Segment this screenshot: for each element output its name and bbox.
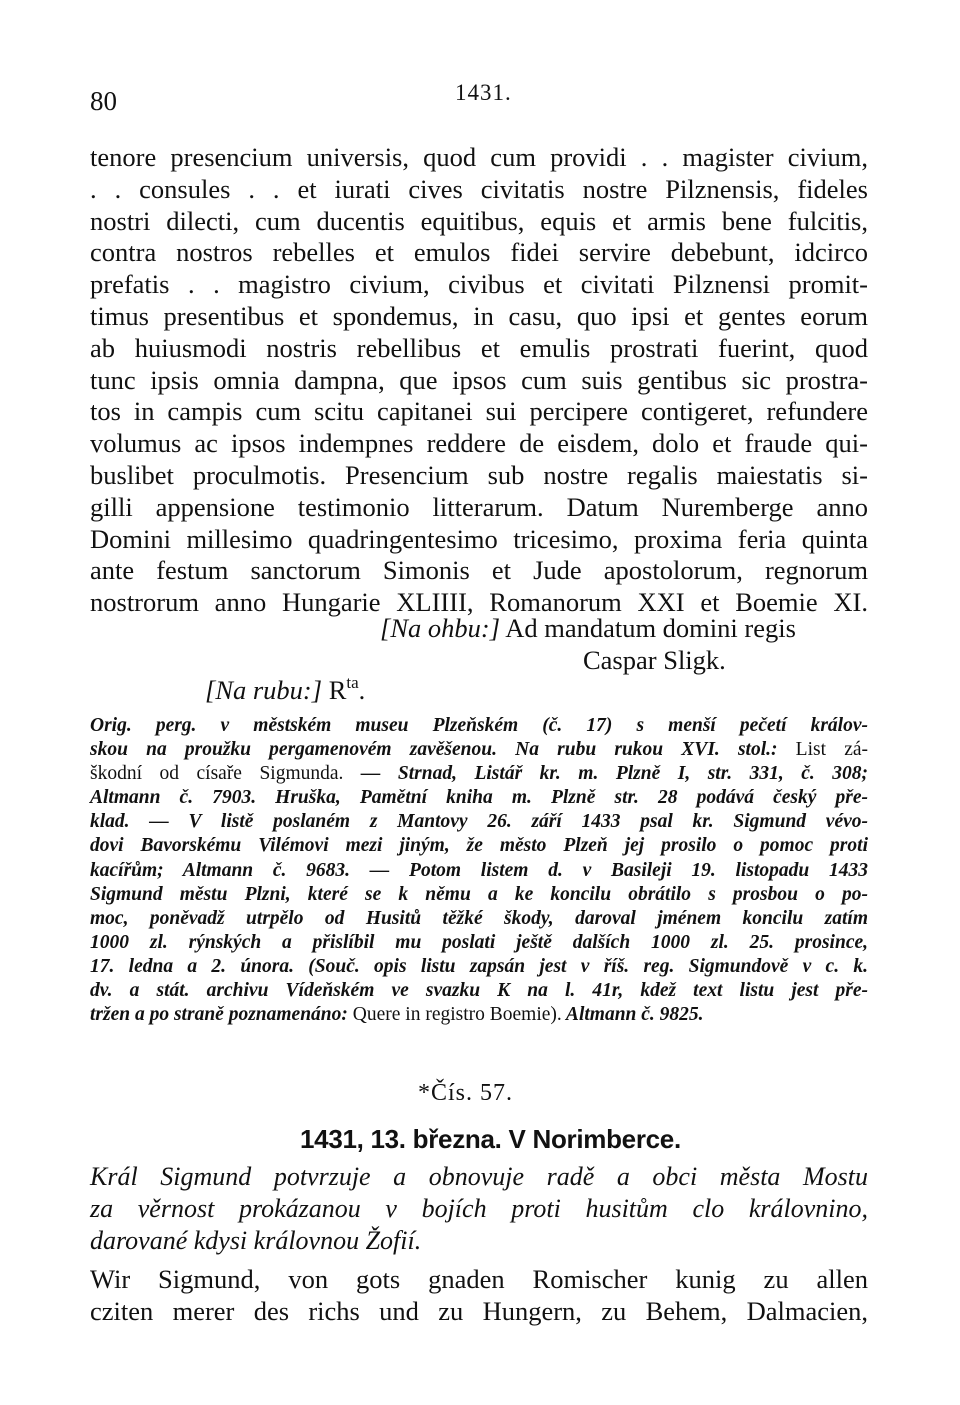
document-date-place: 1431, 13. března. V Norimberce. <box>300 1124 681 1154</box>
text-line: ab huiusmodi nostris rebellibus et emulis prostrati fuerint, quod <box>90 332 868 363</box>
footnote-line <box>90 1003 868 1027</box>
footnote-line <box>90 834 868 858</box>
document-number: *Čís. 57. <box>418 1080 514 1106</box>
regest-line: darované kdysi královnou Žofií. <box>90 1226 422 1255</box>
footnote-line <box>90 955 868 979</box>
text-line: nostri dilecti, cum ducentis equitibus, equis et armis bene fulcitis, <box>90 205 868 236</box>
verso-endorsement <box>380 613 796 644</box>
footnote-run: — Strnad, Listář kr. m. Plzně I, str. 331, č. 308; <box>343 763 868 785</box>
recto-text: R <box>328 675 347 705</box>
text-line: Domini millesimo quadringentesimo tricesimo, proxima feria quinta <box>90 523 868 554</box>
footnote-line <box>90 979 868 1003</box>
text-line: timus presentibus et spondemus, in casu, quo ipsi et gentes eorum <box>90 300 868 331</box>
text-line: Wir Sigmund, von gots gnaden Romischer kunig zu allen <box>90 1264 868 1294</box>
footnote-run: Sigmund městu Plzni, které se k němu a ke koncilu obrátilo s prosbou o po- <box>90 883 868 905</box>
text-line: ante festum sanctorum Simonis et Jude apostolorum, regnorum <box>90 555 868 586</box>
charter-text <box>90 142 868 619</box>
recto-label: [Na rubu:] <box>205 675 323 705</box>
text-line: buslibet proculmotis. Presencium sub nostre regalis maiestatis si- <box>90 459 868 490</box>
text-line: tenore presencium universis, quod cum providi . . magister civium, <box>90 142 868 172</box>
footnote-run: dovi Bavorskému Vilémovi mezi jiným, že město Plzeň jej prosilo o pomoc proti <box>90 835 868 857</box>
document-text <box>90 1264 868 1328</box>
verso-label: [Na ohbu:] <box>380 613 501 643</box>
footnote-run: 17. ledna a 2. února. (Souč. opis listu zapsán jest v říš. reg. Sigmundově v c. k. <box>90 955 868 977</box>
footnote-run: moc, poněvadž utrpělo od Husitů těžké škody, daroval jménem koncilu zatím <box>90 907 868 929</box>
text-line: nostrorum anno Hungarie XLIIII, Romanorum XXI et Boemie XI. <box>90 587 868 618</box>
page-number: 80 <box>90 86 117 116</box>
recto-endorsement <box>205 675 365 706</box>
footnote-line <box>90 810 868 834</box>
text-line: contra nostros rebelles et emulos fidei servire debebunt, idcirco <box>90 237 868 268</box>
footnote-run: Orig. perg. v městském museu Plzeňském (č. 17) s menší pečetí králov- <box>90 715 868 736</box>
footnote-line <box>90 907 868 931</box>
footnote-line <box>90 714 868 738</box>
footnote-line <box>90 762 868 786</box>
text-line: tunc ipsis omnia dampna, que ipsos cum suis gentibus sic prostra- <box>90 364 868 395</box>
regest <box>90 1161 868 1257</box>
footnote-run: Altmann č. 9825. <box>561 1004 704 1026</box>
footnote-run: Quere in registro Boemie). <box>347 1004 562 1026</box>
footnote-line <box>90 738 868 762</box>
footnote-run: škodní od císaře Sigmunda. <box>90 763 344 785</box>
signer-name: Caspar Sligk. <box>583 645 726 675</box>
footnote-line <box>90 859 868 883</box>
regest-line: za věrnost prokázanou v bojích proti husitům clo královnino, <box>90 1194 868 1223</box>
footnote-line <box>90 931 868 955</box>
footnote-run: skou na proužku pergamenovém zavěšenou. Na rubu rukou XVI. stol.: <box>90 739 778 761</box>
footnote-run: dv. a stát. archivu Vídeňském ve svazku K na l. 41r, kdež text listu jest pře- <box>90 980 868 1002</box>
footnote-run: Altmann č. 7903. Hruška, Pamětní kniha m. Plzně str. 28 podává český pře- <box>90 787 868 809</box>
text-line: gilli appensione testimonio litterarum. Datum Nuremberge anno <box>90 491 868 522</box>
footnote-run: klad. — V listě poslaném z Mantovy 26. září 1433 psal kr. Sigmund vévo- <box>90 811 868 833</box>
text-line: prefatis . . magistro civium, civibus et civitati Pilznensi promit- <box>90 269 868 300</box>
text-line: volumus ac ipsos indempnes reddere de eisdem, dolo et fraude qui- <box>90 428 868 459</box>
verso-text: Ad mandatum domini regis <box>505 613 796 643</box>
text-line: . . consules . . et iurati cives civitatis nostre Pilznensis, fideles <box>90 173 868 204</box>
footnote-run: 1000 zl. rýnských a přislíbil mu poslati ještě dalších 1000 zl. 25. prosince, <box>90 931 868 953</box>
running-head: 1431. <box>455 80 512 105</box>
regest-line: Král Sigmund potvrzuje a obnovuje radě a obci města Mostu <box>90 1162 868 1191</box>
footnote-run: tržen a po straně poznamenáno: <box>90 1004 348 1026</box>
footnote-run: List zá- <box>777 739 868 761</box>
recto-end: . <box>358 675 366 705</box>
text-line: tos in campis cum scitu capitanei sui percipere contigeret, refundere <box>90 396 868 427</box>
footnote-line <box>90 883 868 907</box>
footnote-run: kacířům; Altmann č. 9683. — Potom listem d. v Basileji 19. listopadu 1433 <box>90 859 868 881</box>
recto-superscript: ta <box>346 673 359 692</box>
footnote-line <box>90 786 868 810</box>
text-line: cziten merer des richs und zu Hungern, zu Behem, Dalmacien, <box>90 1295 868 1326</box>
footnote <box>90 714 868 1027</box>
